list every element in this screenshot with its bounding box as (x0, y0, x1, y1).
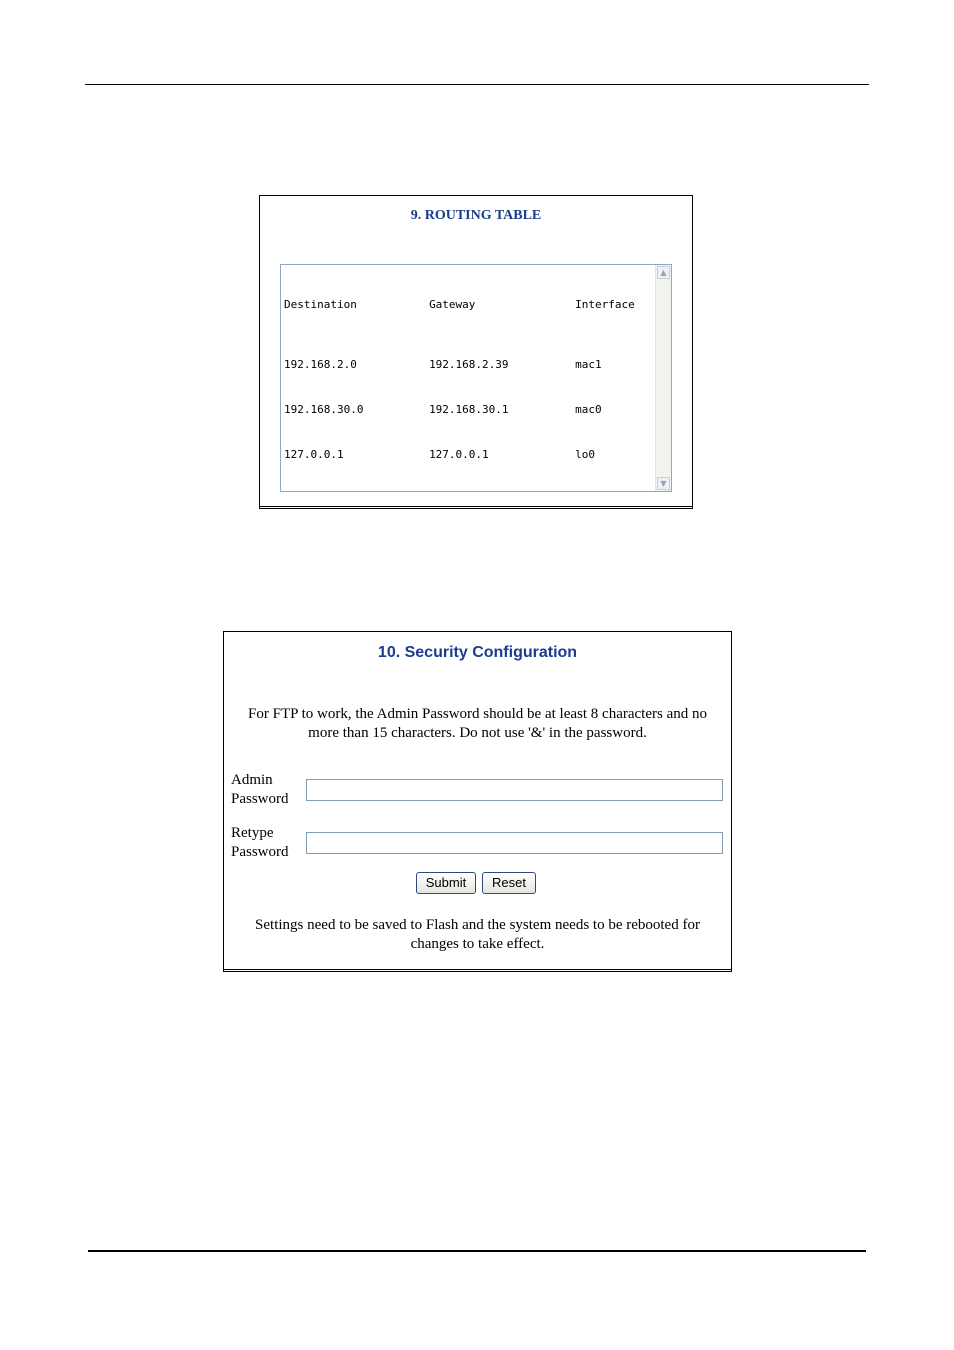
gateway-cell: 127.0.0.1 (429, 448, 489, 461)
table-row (284, 357, 653, 372)
column-header-gateway: Gateway (429, 298, 476, 311)
gateway-cell: 192.168.30.1 (429, 403, 509, 416)
scroll-up-arrow-icon[interactable]: ▲ (657, 266, 670, 279)
scroll-down-arrow-icon[interactable]: ▼ (657, 477, 670, 490)
security-config-panel (223, 631, 732, 970)
routing-table-title: 9. ROUTING TABLE (410, 208, 542, 223)
destination-cell: 127.0.0.1 (284, 448, 344, 461)
table-row (284, 447, 653, 462)
routing-table-panel (259, 195, 693, 507)
column-header-destination: Destination (284, 298, 357, 311)
retype-password-label: Retype Password (231, 825, 289, 860)
page-header-rule (85, 84, 869, 85)
reset-button[interactable]: Reset (482, 872, 536, 894)
retype-password-field[interactable] (306, 832, 723, 854)
routing-table-textarea[interactable] (280, 264, 672, 492)
interface-cell: lo0 (575, 448, 595, 461)
routing-table-content (284, 267, 653, 492)
destination-cell: 192.168.30.0 (284, 403, 364, 416)
password-requirements-note: For FTP to work, the Admin Password should be at least 8 characters and no more than 15 characters. Do not use '&' in the password. (248, 706, 707, 741)
submit-button[interactable]: Submit (416, 872, 476, 894)
column-header-interface: Interface (575, 298, 635, 311)
gateway-cell: 192.168.2.39 (429, 358, 509, 371)
security-config-title: 10. Security Configuration (377, 644, 578, 661)
page-footer-rule (88, 1250, 866, 1252)
interface-cell: mac0 (575, 403, 602, 416)
interface-cell: mac1 (575, 358, 602, 371)
destination-cell: 192.168.2.0 (284, 358, 357, 371)
routing-table-header-row (284, 297, 653, 312)
admin-password-label: Admin Password (231, 772, 289, 807)
table-row (284, 402, 653, 417)
vertical-scrollbar[interactable] (655, 265, 671, 491)
admin-password-field[interactable] (306, 779, 723, 801)
reboot-notice: Settings need to be saved to Flash and the system needs to be rebooted for changes to take effect. (255, 917, 700, 952)
